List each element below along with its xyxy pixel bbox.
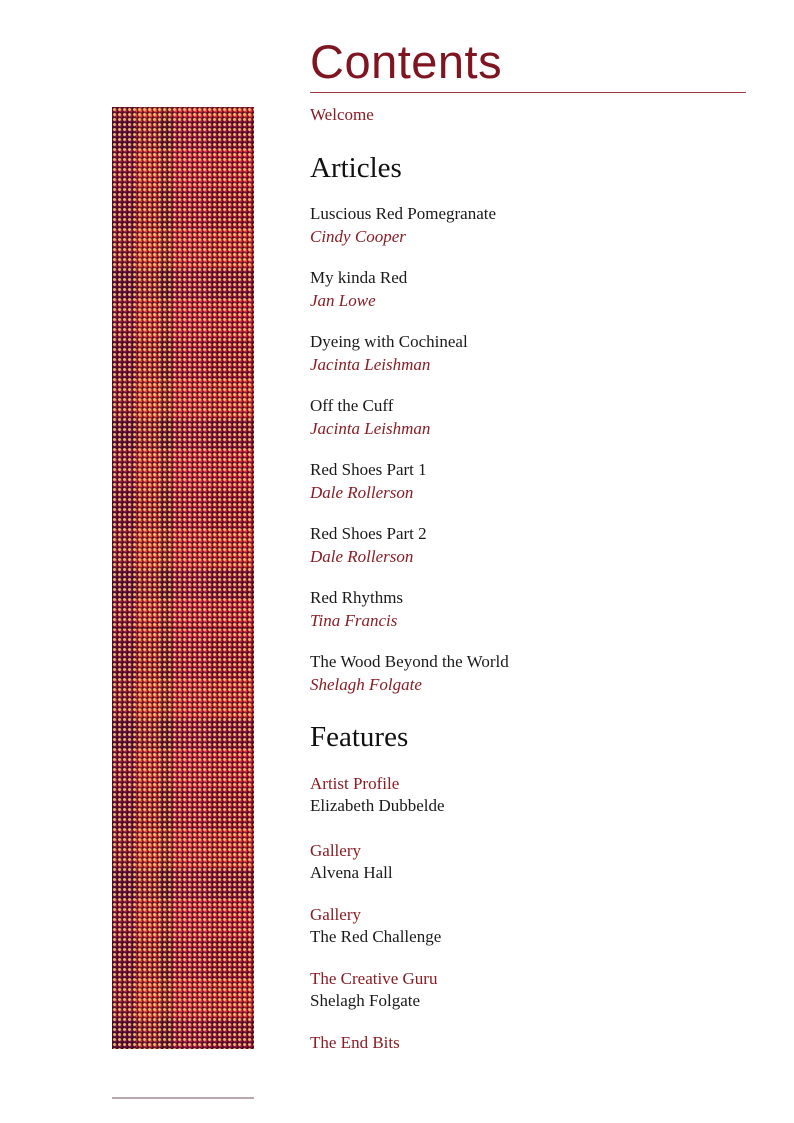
feature-subject: Shelagh Folgate [310,991,421,1010]
feature-section[interactable]: Artist Profile [310,774,400,793]
woven-fabric-strip-image [112,107,254,1049]
article-author: Shelagh Folgate [310,675,422,694]
article-author: Dale Rollerson [310,547,414,566]
welcome-link[interactable]: Welcome [310,105,374,124]
article-title[interactable]: Red Rhythms [310,588,404,607]
feature-subject: Alvena Hall [310,863,393,882]
article-author: Cindy Cooper [310,227,406,246]
title-rule [310,92,746,93]
article-author: Dale Rollerson [310,483,414,502]
article-author: Jan Lowe [310,291,376,310]
article-title[interactable]: Red Shoes Part 1 [310,460,427,479]
articles-heading: Articles [310,152,402,184]
feature-section[interactable]: The Creative Guru [310,969,438,988]
article-title[interactable]: Luscious Red Pomegranate [310,204,497,223]
fabric-seam [112,1097,254,1099]
feature-section[interactable]: Gallery [310,905,361,924]
feature-section[interactable]: Gallery [310,841,361,860]
feature-subject: Elizabeth Dubbelde [310,796,445,815]
article-title[interactable]: Red Shoes Part 2 [310,524,427,543]
feature-subject: The Red Challenge [310,927,442,946]
article-author: Jacinta Leishman [310,355,431,374]
article-title[interactable]: My kinda Red [310,268,408,287]
fabric-seam [112,627,254,629]
article-author: Jacinta Leishman [310,419,431,438]
feature-section[interactable]: The End Bits [310,1033,400,1052]
page-title: Contents [310,35,503,88]
article-author: Tina Francis [310,611,398,630]
article-title[interactable]: Off the Cuff [310,396,394,415]
article-title[interactable]: The Wood Beyond the World [310,652,509,671]
article-title[interactable]: Dyeing with Cochineal [310,332,468,351]
features-heading: Features [310,721,409,753]
